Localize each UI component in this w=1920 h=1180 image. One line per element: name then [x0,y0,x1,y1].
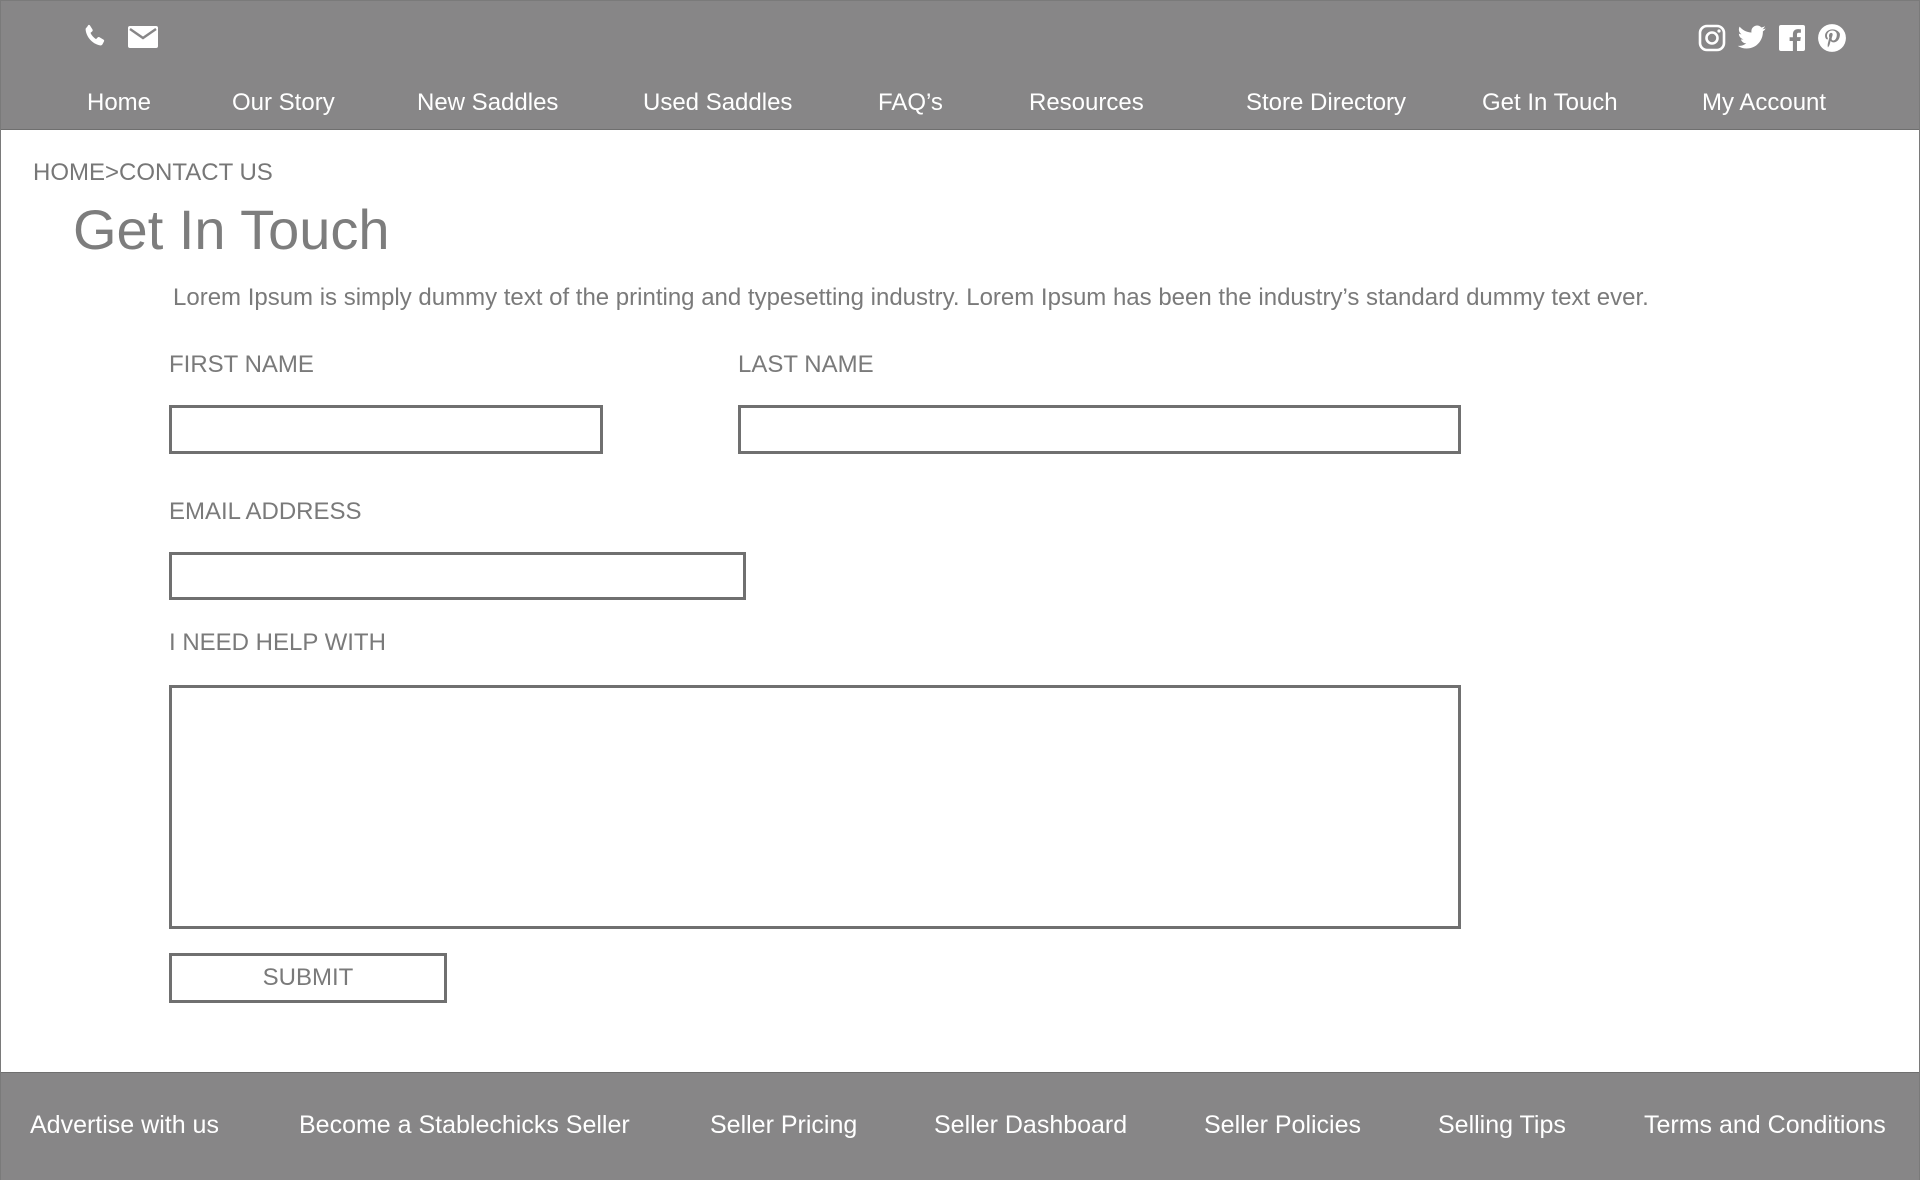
nav-new-saddles[interactable]: New Saddles [417,89,559,116]
site-header [1,1,1919,130]
intro-text: Lorem Ipsum is simply dummy text of the printing and typesetting industry. Lorem Ipsum has been the industry’s standard dummy text ever. [173,284,1649,311]
footer-become-seller[interactable]: Become a Stablechicks Seller [299,1111,630,1139]
main-nav [1,89,1919,123]
nav-get-in-touch[interactable]: Get In Touch [1482,89,1618,116]
help-textarea[interactable] [169,685,1461,929]
phone-icon[interactable] [77,19,113,55]
nav-store-directory[interactable]: Store Directory [1246,89,1407,116]
page-title: Get In Touch [73,198,390,261]
footer-selling-tips[interactable]: Selling Tips [1438,1111,1566,1139]
footer-advertise[interactable]: Advertise with us [30,1111,219,1139]
instagram-icon[interactable] [1695,21,1729,55]
social-icons [1695,21,1849,55]
first-name-field[interactable] [169,405,603,454]
submit-button[interactable]: SUBMIT [169,953,447,1003]
nav-our-story[interactable]: Our Story [232,89,335,116]
breadcrumb[interactable]: HOME>CONTACT US [33,159,273,186]
first-name-label: FIRST NAME [169,351,314,378]
mail-icon[interactable] [125,19,161,55]
email-label: EMAIL ADDRESS [169,498,362,525]
nav-resources[interactable]: Resources [1029,89,1144,116]
pinterest-icon[interactable] [1815,21,1849,55]
contact-icons [77,19,161,55]
facebook-icon[interactable] [1775,21,1809,55]
nav-used-saddles[interactable]: Used Saddles [643,89,793,116]
footer-seller-pricing[interactable]: Seller Pricing [710,1111,858,1139]
email-field[interactable] [169,552,746,600]
footer-seller-dashboard[interactable]: Seller Dashboard [934,1111,1128,1139]
nav-faqs[interactable]: FAQ’s [878,89,943,116]
footer-seller-policies[interactable]: Seller Policies [1204,1111,1362,1139]
nav-home[interactable]: Home [87,89,152,116]
nav-my-account[interactable]: My Account [1702,89,1827,116]
last-name-label: LAST NAME [738,351,874,378]
site-footer [1,1072,1919,1180]
twitter-icon[interactable] [1735,21,1769,55]
help-label: I NEED HELP WITH [169,629,386,656]
footer-terms[interactable]: Terms and Conditions [1644,1111,1886,1139]
last-name-field[interactable] [738,405,1461,454]
